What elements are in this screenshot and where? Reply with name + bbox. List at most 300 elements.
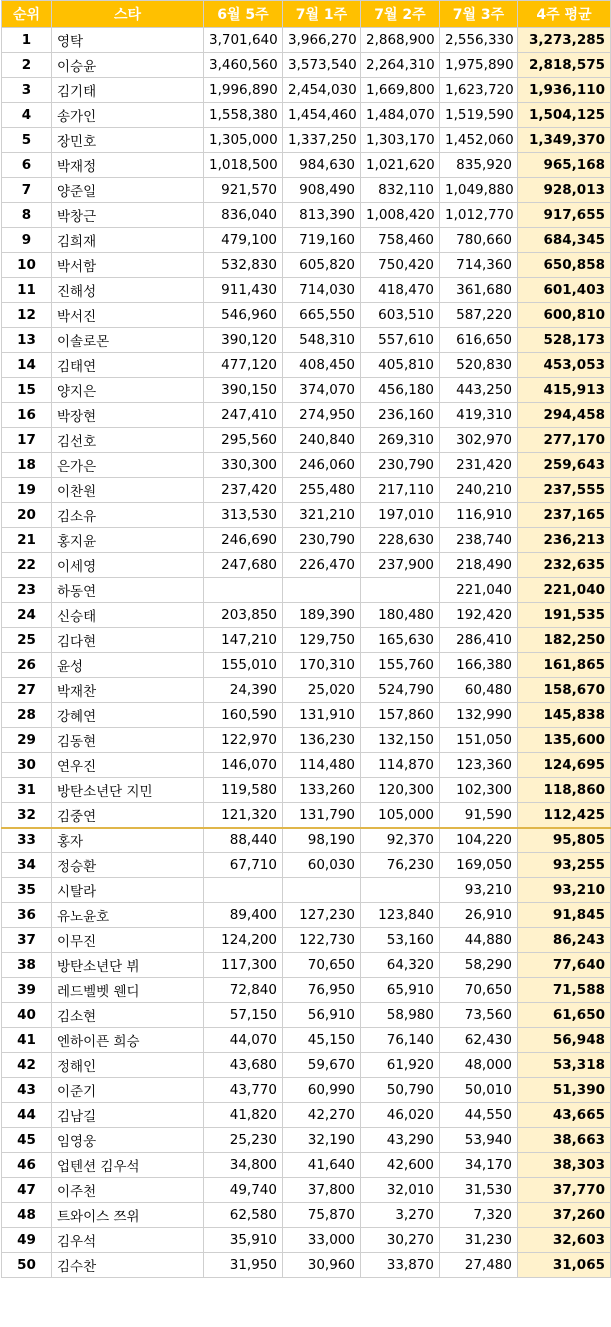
week-july-1-cell: 136,230 [283,728,361,753]
week-july-3-cell: 50,010 [440,1078,518,1103]
four-week-average-cell: 158,670 [518,678,611,703]
week-july-3-cell: 1,519,590 [440,103,518,128]
table-row [2,153,611,178]
rank-cell: 25 [2,628,52,653]
rank-cell: 33 [2,828,52,853]
four-week-average-cell: 1,936,110 [518,78,611,103]
table-row [2,728,611,753]
week-july-3-cell: 1,975,890 [440,53,518,78]
table-row [2,178,611,203]
four-week-average-cell: 31,065 [518,1253,611,1278]
week-july-2-cell: 418,470 [361,278,440,303]
four-week-average-cell: 294,458 [518,403,611,428]
header-four-week-average: 4주 평균 [518,1,611,28]
table-row [2,353,611,378]
table-row [2,653,611,678]
four-week-average-cell: 37,770 [518,1178,611,1203]
star-name-cell: 이세영 [52,553,204,578]
table-row [2,1078,611,1103]
week-july-1-cell: 1,454,460 [283,103,361,128]
table-row [2,1153,611,1178]
four-week-average-cell: 61,650 [518,1003,611,1028]
week-june-5-cell: 1,996,890 [204,78,283,103]
table-row [2,628,611,653]
four-week-average-cell: 917,655 [518,203,611,228]
table-row [2,103,611,128]
week-june-5-cell: 203,850 [204,603,283,628]
header-star: 스타 [52,1,204,28]
header-week-july-2: 7월 2주 [361,1,440,28]
rank-cell: 14 [2,353,52,378]
rank-cell: 36 [2,903,52,928]
week-july-1-cell: 2,454,030 [283,78,361,103]
week-july-2-cell: 105,000 [361,803,440,828]
week-july-1-cell: 226,470 [283,553,361,578]
week-july-2-cell: 157,860 [361,703,440,728]
week-july-2-cell: 53,160 [361,928,440,953]
rank-cell: 8 [2,203,52,228]
four-week-average-cell: 1,349,370 [518,128,611,153]
week-july-2-cell: 180,480 [361,603,440,628]
star-name-cell: 이주천 [52,1178,204,1203]
week-july-1-cell: 56,910 [283,1003,361,1028]
rank-cell: 42 [2,1053,52,1078]
table-row [2,778,611,803]
week-july-3-cell: 169,050 [440,853,518,878]
star-name-cell: 김수찬 [52,1253,204,1278]
week-july-3-cell: 26,910 [440,903,518,928]
week-july-2-cell: 228,630 [361,528,440,553]
week-june-5-cell: 119,580 [204,778,283,803]
week-june-5-cell: 43,680 [204,1053,283,1078]
rank-cell: 49 [2,1228,52,1253]
star-name-cell: 진해성 [52,278,204,303]
four-week-average-cell: 601,403 [518,278,611,303]
week-june-5-cell: 3,701,640 [204,28,283,53]
table-body [2,28,611,1278]
week-july-3-cell: 1,012,770 [440,203,518,228]
table-row [2,1053,611,1078]
week-july-1-cell: 1,337,250 [283,128,361,153]
week-july-3-cell: 302,970 [440,428,518,453]
week-july-2-cell: 230,790 [361,453,440,478]
table-row [2,378,611,403]
table-row [2,503,611,528]
week-june-5-cell: 117,300 [204,953,283,978]
rank-cell: 46 [2,1153,52,1178]
week-july-3-cell: 102,300 [440,778,518,803]
week-july-2-cell: 92,370 [361,828,440,853]
star-name-cell: 신승태 [52,603,204,628]
week-july-2-cell: 58,980 [361,1003,440,1028]
week-july-1-cell: 230,790 [283,528,361,553]
star-name-cell: 김기태 [52,78,204,103]
four-week-average-cell: 118,860 [518,778,611,803]
week-july-3-cell: 1,049,880 [440,178,518,203]
star-name-cell: 윤성 [52,653,204,678]
star-name-cell: 김우석 [52,1228,204,1253]
week-july-1-cell: 548,310 [283,328,361,353]
four-week-average-cell: 53,318 [518,1053,611,1078]
week-june-5-cell: 479,100 [204,228,283,253]
week-july-1-cell: 984,630 [283,153,361,178]
week-july-1-cell [283,578,361,603]
star-name-cell: 김다현 [52,628,204,653]
week-july-1-cell [283,878,361,903]
header-rank: 순위 [2,1,52,28]
week-july-3-cell: 132,990 [440,703,518,728]
star-name-cell: 이무진 [52,928,204,953]
four-week-average-cell: 259,643 [518,453,611,478]
four-week-average-cell: 232,635 [518,553,611,578]
star-name-cell: 방탄소년단 뷔 [52,953,204,978]
rank-cell: 3 [2,78,52,103]
ranking-table [1,0,611,1278]
rank-cell: 41 [2,1028,52,1053]
week-july-1-cell: 719,160 [283,228,361,253]
week-july-2-cell: 42,600 [361,1153,440,1178]
week-june-5-cell: 330,300 [204,453,283,478]
star-name-cell: 정승환 [52,853,204,878]
four-week-average-cell: 51,390 [518,1078,611,1103]
table-row [2,978,611,1003]
star-name-cell: 박장현 [52,403,204,428]
rank-cell: 13 [2,328,52,353]
week-june-5-cell: 1,305,000 [204,128,283,153]
week-july-3-cell: 192,420 [440,603,518,628]
week-june-5-cell: 295,560 [204,428,283,453]
week-june-5-cell: 532,830 [204,253,283,278]
week-july-3-cell: 27,480 [440,1253,518,1278]
four-week-average-cell: 182,250 [518,628,611,653]
week-july-3-cell: 1,452,060 [440,128,518,153]
week-july-2-cell: 2,264,310 [361,53,440,78]
week-june-5-cell: 44,070 [204,1028,283,1053]
header-week-july-3: 7월 3주 [440,1,518,28]
week-july-3-cell: 73,560 [440,1003,518,1028]
week-july-1-cell: 25,020 [283,678,361,703]
four-week-average-cell: 135,600 [518,728,611,753]
table-row [2,28,611,53]
week-july-2-cell: 603,510 [361,303,440,328]
week-july-3-cell: 443,250 [440,378,518,403]
table-row [2,278,611,303]
week-july-2-cell: 758,460 [361,228,440,253]
week-july-3-cell: 166,380 [440,653,518,678]
week-july-2-cell: 524,790 [361,678,440,703]
week-july-2-cell: 1,669,800 [361,78,440,103]
week-july-3-cell: 7,320 [440,1203,518,1228]
week-july-3-cell: 616,650 [440,328,518,353]
week-june-5-cell: 247,680 [204,553,283,578]
table-row [2,228,611,253]
rank-cell: 24 [2,603,52,628]
star-name-cell: 장민호 [52,128,204,153]
week-july-2-cell: 32,010 [361,1178,440,1203]
week-june-5-cell: 57,150 [204,1003,283,1028]
table-header [2,1,611,28]
rank-cell: 15 [2,378,52,403]
rank-cell: 23 [2,578,52,603]
table-row [2,1028,611,1053]
table-row [2,528,611,553]
week-july-2-cell: 1,008,420 [361,203,440,228]
week-july-1-cell: 240,840 [283,428,361,453]
week-june-5-cell: 836,040 [204,203,283,228]
header-week-july-1: 7월 1주 [283,1,361,28]
star-name-cell: 양준일 [52,178,204,203]
week-july-2-cell: 3,270 [361,1203,440,1228]
star-name-cell: 김동현 [52,728,204,753]
star-name-cell: 이솔로몬 [52,328,204,353]
table-row [2,1228,611,1253]
week-june-5-cell: 67,710 [204,853,283,878]
rank-cell: 2 [2,53,52,78]
week-july-3-cell: 48,000 [440,1053,518,1078]
star-name-cell: 김선호 [52,428,204,453]
four-week-average-cell: 112,425 [518,803,611,828]
week-june-5-cell: 390,120 [204,328,283,353]
week-july-1-cell: 131,790 [283,803,361,828]
star-name-cell: 박창근 [52,203,204,228]
four-week-average-cell: 600,810 [518,303,611,328]
week-july-1-cell: 321,210 [283,503,361,528]
table-row [2,903,611,928]
week-july-1-cell: 122,730 [283,928,361,953]
week-june-5-cell: 34,800 [204,1153,283,1178]
week-june-5-cell: 41,820 [204,1103,283,1128]
week-july-2-cell: 832,110 [361,178,440,203]
week-june-5-cell: 24,390 [204,678,283,703]
rank-cell: 10 [2,253,52,278]
week-june-5-cell: 147,210 [204,628,283,653]
week-june-5-cell: 146,070 [204,753,283,778]
star-name-cell: 방탄소년단 지민 [52,778,204,803]
rank-cell: 28 [2,703,52,728]
rank-cell: 4 [2,103,52,128]
week-june-5-cell: 247,410 [204,403,283,428]
rank-cell: 40 [2,1003,52,1028]
week-july-3-cell: 53,940 [440,1128,518,1153]
table-row [2,78,611,103]
four-week-average-cell: 277,170 [518,428,611,453]
week-july-3-cell: 104,220 [440,828,518,853]
header-row [2,1,611,28]
table-row [2,203,611,228]
four-week-average-cell: 71,588 [518,978,611,1003]
four-week-average-cell: 124,695 [518,753,611,778]
table-row [2,53,611,78]
week-july-1-cell: 41,640 [283,1153,361,1178]
star-name-cell: 김남길 [52,1103,204,1128]
rank-cell: 31 [2,778,52,803]
four-week-average-cell: 928,013 [518,178,611,203]
week-july-2-cell: 237,900 [361,553,440,578]
week-june-5-cell: 62,580 [204,1203,283,1228]
week-july-1-cell: 3,573,540 [283,53,361,78]
week-july-2-cell: 120,300 [361,778,440,803]
rank-cell: 7 [2,178,52,203]
week-july-1-cell: 127,230 [283,903,361,928]
table-row [2,703,611,728]
week-july-2-cell: 61,920 [361,1053,440,1078]
week-july-2-cell: 43,290 [361,1128,440,1153]
week-june-5-cell: 35,910 [204,1228,283,1253]
week-july-3-cell: 34,170 [440,1153,518,1178]
star-name-cell: 박서진 [52,303,204,328]
four-week-average-cell: 95,805 [518,828,611,853]
rank-cell: 44 [2,1103,52,1128]
four-week-average-cell: 3,273,285 [518,28,611,53]
week-july-2-cell: 114,870 [361,753,440,778]
week-july-2-cell: 76,140 [361,1028,440,1053]
star-name-cell: 정해인 [52,1053,204,1078]
star-name-cell: 엔하이픈 희승 [52,1028,204,1053]
week-june-5-cell: 124,200 [204,928,283,953]
star-name-cell: 영탁 [52,28,204,53]
week-july-2-cell [361,878,440,903]
week-june-5-cell: 49,740 [204,1178,283,1203]
week-july-2-cell: 50,790 [361,1078,440,1103]
week-june-5-cell: 122,970 [204,728,283,753]
week-june-5-cell: 477,120 [204,353,283,378]
four-week-average-cell: 415,913 [518,378,611,403]
rank-cell: 19 [2,478,52,503]
week-june-5-cell: 246,690 [204,528,283,553]
week-july-2-cell: 165,630 [361,628,440,653]
four-week-average-cell: 43,665 [518,1103,611,1128]
week-july-3-cell: 44,550 [440,1103,518,1128]
week-june-5-cell: 921,570 [204,178,283,203]
rank-cell: 38 [2,953,52,978]
table-row [2,253,611,278]
rank-cell: 39 [2,978,52,1003]
four-week-average-cell: 684,345 [518,228,611,253]
star-name-cell: 박재찬 [52,678,204,703]
week-june-5-cell: 237,420 [204,478,283,503]
week-july-3-cell: 221,040 [440,578,518,603]
week-july-2-cell: 236,160 [361,403,440,428]
week-july-3-cell: 31,530 [440,1178,518,1203]
star-name-cell: 은가은 [52,453,204,478]
table-row [2,1253,611,1278]
week-july-1-cell: 98,190 [283,828,361,853]
table-row [2,128,611,153]
rank-cell: 43 [2,1078,52,1103]
star-name-cell: 김소현 [52,1003,204,1028]
week-july-1-cell: 76,950 [283,978,361,1003]
rank-cell: 5 [2,128,52,153]
four-week-average-cell: 237,165 [518,503,611,528]
star-name-cell: 이준기 [52,1078,204,1103]
week-july-1-cell: 129,750 [283,628,361,653]
four-week-average-cell: 191,535 [518,603,611,628]
header-week-june-5: 6월 5주 [204,1,283,28]
table-row [2,803,611,828]
week-june-5-cell: 160,590 [204,703,283,728]
week-june-5-cell: 390,150 [204,378,283,403]
week-june-5-cell: 1,018,500 [204,153,283,178]
rank-cell: 1 [2,28,52,53]
week-july-3-cell: 151,050 [440,728,518,753]
week-july-3-cell: 58,290 [440,953,518,978]
week-july-1-cell: 170,310 [283,653,361,678]
four-week-average-cell: 145,838 [518,703,611,728]
week-july-3-cell: 520,830 [440,353,518,378]
week-july-3-cell: 93,210 [440,878,518,903]
week-july-3-cell: 123,360 [440,753,518,778]
week-june-5-cell: 25,230 [204,1128,283,1153]
rank-cell: 32 [2,803,52,828]
week-july-3-cell: 419,310 [440,403,518,428]
four-week-average-cell: 38,663 [518,1128,611,1153]
week-july-3-cell: 714,360 [440,253,518,278]
week-july-1-cell: 3,966,270 [283,28,361,53]
week-july-3-cell: 2,556,330 [440,28,518,53]
week-june-5-cell [204,578,283,603]
week-july-1-cell: 274,950 [283,403,361,428]
week-july-3-cell: 587,220 [440,303,518,328]
week-july-2-cell: 132,150 [361,728,440,753]
star-name-cell: 트와이스 쯔위 [52,1203,204,1228]
week-july-1-cell: 813,390 [283,203,361,228]
four-week-average-cell: 221,040 [518,578,611,603]
table-row [2,1128,611,1153]
week-july-1-cell: 665,550 [283,303,361,328]
week-july-3-cell: 238,740 [440,528,518,553]
week-july-1-cell: 37,800 [283,1178,361,1203]
week-july-1-cell: 42,270 [283,1103,361,1128]
rank-cell: 17 [2,428,52,453]
rank-cell: 18 [2,453,52,478]
four-week-average-cell: 237,555 [518,478,611,503]
star-name-cell: 박재정 [52,153,204,178]
table-row [2,328,611,353]
table-row [2,1003,611,1028]
week-july-1-cell: 408,450 [283,353,361,378]
star-name-cell: 임영웅 [52,1128,204,1153]
star-name-cell: 강혜연 [52,703,204,728]
week-july-2-cell: 123,840 [361,903,440,928]
week-july-1-cell: 133,260 [283,778,361,803]
week-july-3-cell: 44,880 [440,928,518,953]
week-july-2-cell: 217,110 [361,478,440,503]
rank-cell: 12 [2,303,52,328]
week-july-1-cell: 255,480 [283,478,361,503]
week-july-1-cell: 59,670 [283,1053,361,1078]
four-week-average-cell: 453,053 [518,353,611,378]
week-july-3-cell: 835,920 [440,153,518,178]
four-week-average-cell: 965,168 [518,153,611,178]
week-july-1-cell: 75,870 [283,1203,361,1228]
table-row [2,828,611,853]
star-name-cell: 김중연 [52,803,204,828]
week-july-1-cell: 714,030 [283,278,361,303]
table-row [2,853,611,878]
week-july-3-cell: 361,680 [440,278,518,303]
table-row [2,553,611,578]
week-july-2-cell: 2,868,900 [361,28,440,53]
rank-cell: 6 [2,153,52,178]
week-july-1-cell: 131,910 [283,703,361,728]
table-row [2,1103,611,1128]
week-july-2-cell: 750,420 [361,253,440,278]
week-june-5-cell: 911,430 [204,278,283,303]
rank-cell: 21 [2,528,52,553]
rank-cell: 16 [2,403,52,428]
week-july-2-cell: 197,010 [361,503,440,528]
week-july-1-cell: 60,990 [283,1078,361,1103]
